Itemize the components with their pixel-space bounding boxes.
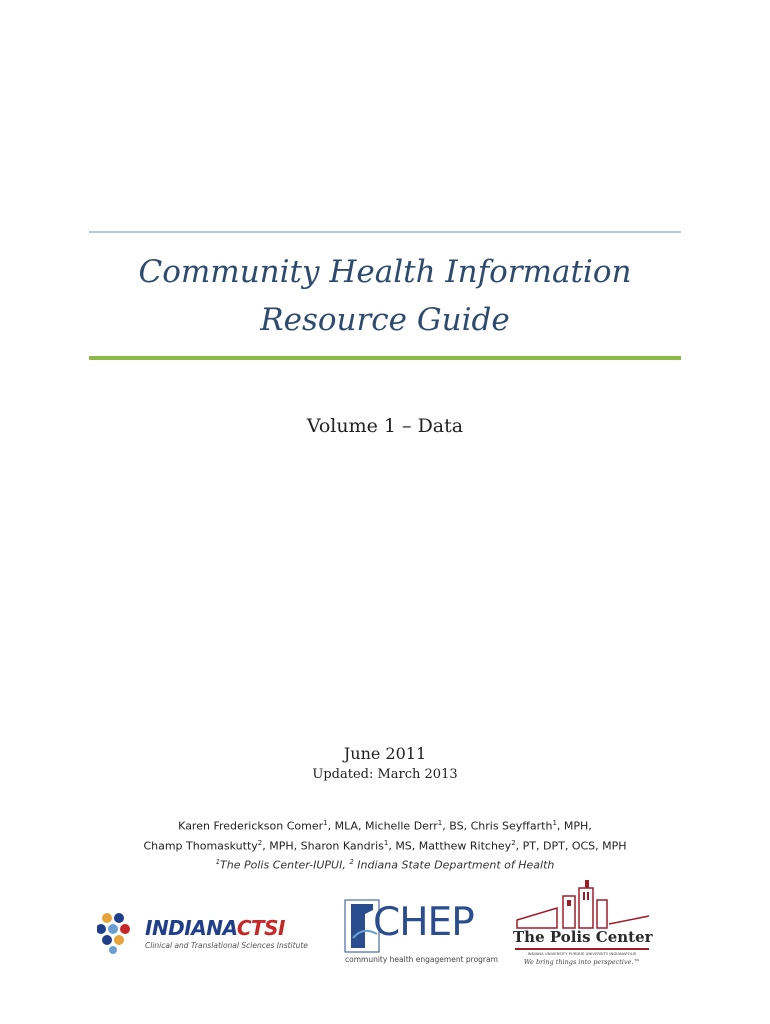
- author-affil-sup: 1: [383, 838, 389, 847]
- author-affil-sup: 2: [257, 838, 263, 847]
- affiliation-text: Indiana State Department of Health: [353, 858, 555, 872]
- volume-label: Volume 1 – Data: [306, 415, 464, 437]
- ctsi-subtitle: Clinical and Translational Sciences Institute: [145, 941, 308, 950]
- author-credentials: , MS,: [388, 839, 419, 853]
- publication-date: June 2011: [343, 744, 427, 763]
- authors-block: [0, 815, 770, 874]
- author-affil-sup: 1: [552, 819, 557, 827]
- author-credentials: , MPH,: [556, 819, 592, 833]
- chep-wordmark: CHEP: [373, 900, 474, 945]
- author-credentials: , PT, DPT, OCS, MPH: [515, 839, 627, 853]
- document-title: [0, 248, 770, 344]
- polis-skyline-icon: [513, 880, 653, 930]
- author-credentials: , BS,: [442, 819, 471, 833]
- updated-date: Updated: March 2013: [312, 767, 458, 782]
- polis-subtitle: INDIANA UNIVERSITY PURDUE UNIVERSITY INDIANAPOLIS: [527, 951, 637, 956]
- top-divider: [89, 231, 681, 233]
- author-name: Sharon Kandris: [300, 839, 384, 853]
- author-name: Chris Seyffarth: [470, 819, 553, 833]
- ctsi-hexagon-icon: [97, 910, 141, 956]
- author-affil-sup: 2: [511, 838, 516, 847]
- authors-line-1: [0, 815, 770, 835]
- affil-sup: 1: [215, 858, 221, 867]
- affiliations-line: [0, 854, 770, 874]
- affiliation-text: The Polis Center-IUPUI,: [220, 858, 350, 872]
- author-affil-sup: 1: [323, 819, 328, 827]
- ctsi-wordmark: [145, 916, 285, 940]
- chep-logo: [343, 898, 498, 968]
- ctsi-word-ctsi: CTSI: [236, 916, 285, 940]
- polis-tagline: We bring things into perspective.™: [523, 958, 641, 966]
- polis-wordmark: The Polis Center: [513, 928, 653, 946]
- chep-subtitle: community health engagement program: [345, 955, 498, 964]
- author-name: Michelle Derr: [364, 819, 438, 833]
- affil-sup: 2: [349, 858, 354, 867]
- title-line-1: Community Health Information: [138, 254, 632, 290]
- author-name: Karen Frederickson Comer: [178, 819, 324, 833]
- authors-line-2: [0, 835, 770, 855]
- polis-underline: [515, 948, 649, 950]
- author-name: Champ Thomaskutty: [143, 839, 258, 853]
- author-affil-sup: 1: [437, 819, 443, 827]
- indiana-ctsi-logo: [97, 910, 308, 956]
- author-credentials: , MLA,: [327, 819, 365, 833]
- ctsi-word-indiana: INDIANA: [145, 916, 237, 940]
- author-name: Matthew Ritchey: [418, 839, 512, 853]
- bottom-divider: [89, 356, 681, 360]
- author-credentials: , MPH,: [262, 839, 301, 853]
- polis-center-logo: [513, 880, 653, 970]
- title-line-2: Resource Guide: [260, 302, 510, 338]
